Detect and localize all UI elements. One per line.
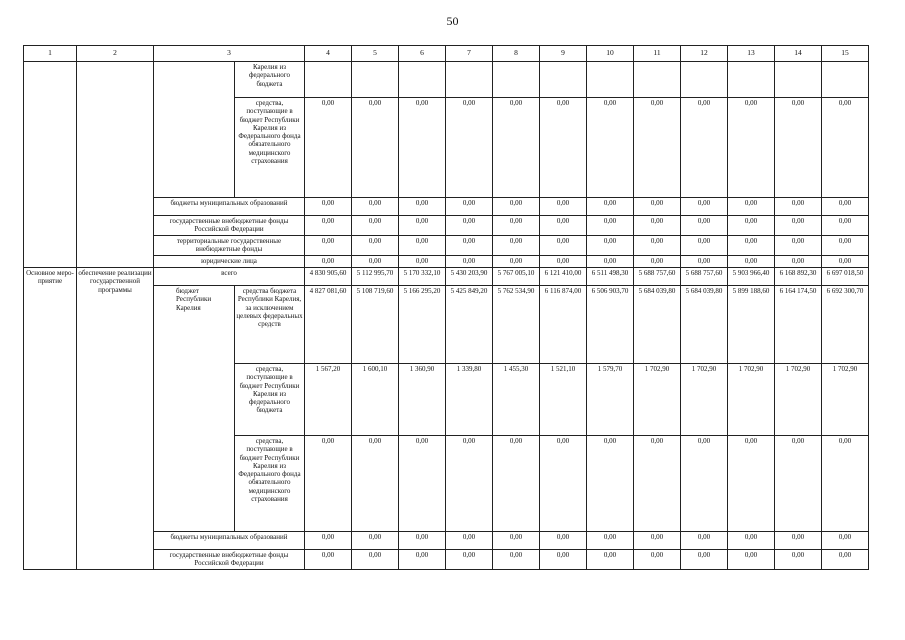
value-cell: 5 684 039,80	[681, 286, 728, 364]
value-cell: 0,00	[634, 198, 681, 216]
name-cell	[77, 62, 154, 268]
value-cell: 6 116 874,00	[540, 286, 587, 364]
value-cell: 5 112 995,70	[352, 268, 399, 286]
value-cell: 5 688 757,60	[634, 268, 681, 286]
source-label: государственные внебюджетные фонды Российской Федерации	[154, 216, 305, 236]
source-label: средства, поступающие в бюджет Республики Карелия из Федерального фонда обязательного медицинского страхования	[235, 436, 305, 532]
value-cell	[540, 62, 587, 98]
value-cell: 0,00	[822, 216, 869, 236]
value-cell: 0,00	[728, 216, 775, 236]
name-cell: обеспечение реализации государственной программы	[77, 268, 154, 570]
source-label: всего	[154, 268, 305, 286]
value-cell: 0,00	[728, 236, 775, 256]
value-cell: 0,00	[775, 98, 822, 198]
value-cell: 0,00	[822, 236, 869, 256]
source-label: юридические лица	[154, 256, 305, 268]
value-cell: 0,00	[446, 98, 493, 198]
column-header: 4	[305, 46, 352, 62]
value-cell: 0,00	[493, 98, 540, 198]
value-cell	[352, 62, 399, 98]
value-cell: 0,00	[352, 198, 399, 216]
value-cell: 0,00	[775, 236, 822, 256]
value-cell: 0,00	[446, 198, 493, 216]
source-label: средства, поступающие в бюджет Республики Карелия из Федерального фонда обязательного медицинского страхования	[235, 98, 305, 198]
value-cell: 0,00	[352, 436, 399, 532]
value-cell: 6 511 498,30	[587, 268, 634, 286]
value-cell	[399, 62, 446, 98]
value-cell	[728, 62, 775, 98]
value-cell: 0,00	[446, 550, 493, 570]
value-cell: 0,00	[587, 532, 634, 550]
value-cell: 0,00	[305, 550, 352, 570]
column-header: 13	[728, 46, 775, 62]
value-cell	[305, 62, 352, 98]
value-cell: 5 762 534,90	[493, 286, 540, 364]
value-cell: 5 108 719,60	[352, 286, 399, 364]
value-cell: 6 164 174,50	[775, 286, 822, 364]
value-cell: 0,00	[681, 98, 728, 198]
source-label: средства, поступающие в бюджет Республики Карелия из федерального бюджета	[235, 364, 305, 436]
value-cell: 0,00	[728, 256, 775, 268]
value-cell: 5 166 295,20	[399, 286, 446, 364]
column-header: 1	[24, 46, 77, 62]
value-cell	[446, 62, 493, 98]
source-label: средства бюджета Республики Карелия, за исключением целевых федеральных средств	[235, 286, 305, 364]
value-cell	[493, 62, 540, 98]
value-cell: 1 600,10	[352, 364, 399, 436]
column-header: 15	[822, 46, 869, 62]
value-cell	[822, 62, 869, 98]
value-cell: 0,00	[681, 216, 728, 236]
value-cell: 0,00	[305, 236, 352, 256]
value-cell: 0,00	[305, 256, 352, 268]
value-cell: 0,00	[399, 216, 446, 236]
value-cell: 0,00	[587, 98, 634, 198]
value-cell: 0,00	[399, 550, 446, 570]
value-cell: 0,00	[775, 256, 822, 268]
value-cell: 0,00	[446, 216, 493, 236]
value-cell: 0,00	[399, 236, 446, 256]
value-cell: 0,00	[775, 216, 822, 236]
table-row	[24, 268, 869, 286]
value-cell: 5 684 039,80	[634, 286, 681, 364]
value-cell: 0,00	[587, 216, 634, 236]
value-cell: 0,00	[493, 236, 540, 256]
value-cell: 5 903 966,40	[728, 268, 775, 286]
value-cell: 0,00	[540, 256, 587, 268]
value-cell: 0,00	[822, 550, 869, 570]
value-cell: 0,00	[587, 256, 634, 268]
value-cell: 1 339,80	[446, 364, 493, 436]
column-header: 7	[446, 46, 493, 62]
value-cell: 0,00	[775, 436, 822, 532]
value-cell: 0,00	[728, 532, 775, 550]
value-cell: 0,00	[493, 532, 540, 550]
value-cell: 0,00	[352, 256, 399, 268]
column-header: 14	[775, 46, 822, 62]
value-cell: 0,00	[681, 236, 728, 256]
value-cell: 0,00	[352, 550, 399, 570]
value-cell: 0,00	[587, 550, 634, 570]
value-cell	[775, 62, 822, 98]
value-cell: 0,00	[540, 550, 587, 570]
value-cell: 5 425 849,20	[446, 286, 493, 364]
column-header: 11	[634, 46, 681, 62]
value-cell: 6 506 903,70	[587, 286, 634, 364]
value-cell: 5 899 188,60	[728, 286, 775, 364]
value-cell: 0,00	[399, 98, 446, 198]
value-cell: 0,00	[305, 532, 352, 550]
value-cell: 0,00	[399, 256, 446, 268]
value-cell: 0,00	[728, 436, 775, 532]
value-cell: 0,00	[634, 216, 681, 236]
value-cell: 6 168 892,30	[775, 268, 822, 286]
value-cell: 0,00	[681, 256, 728, 268]
value-cell: 1 702,90	[822, 364, 869, 436]
value-cell: 0,00	[775, 550, 822, 570]
value-cell: 6 692 300,70	[822, 286, 869, 364]
column-header: 3	[154, 46, 305, 62]
value-cell: 0,00	[587, 436, 634, 532]
value-cell: 0,00	[399, 532, 446, 550]
value-cell: 0,00	[540, 436, 587, 532]
source-label: государственные внебюджетные фонды Российской Федерации	[154, 550, 305, 570]
source-label: бюджеты муниципальных образований	[154, 198, 305, 216]
value-cell: 0,00	[634, 550, 681, 570]
value-cell: 0,00	[681, 198, 728, 216]
value-cell	[681, 62, 728, 98]
value-cell: 1 702,90	[681, 364, 728, 436]
value-cell: 0,00	[540, 236, 587, 256]
value-cell: 0,00	[822, 532, 869, 550]
value-cell: 0,00	[822, 98, 869, 198]
value-cell: 0,00	[540, 198, 587, 216]
value-cell: 0,00	[822, 256, 869, 268]
column-header: 5	[352, 46, 399, 62]
value-cell: 0,00	[446, 532, 493, 550]
status-cell	[24, 62, 77, 268]
value-cell: 0,00	[305, 198, 352, 216]
column-header: 10	[587, 46, 634, 62]
value-cell: 0,00	[399, 436, 446, 532]
value-cell: 1 702,90	[775, 364, 822, 436]
value-cell: 0,00	[775, 532, 822, 550]
value-cell: 1 360,90	[399, 364, 446, 436]
value-cell: 0,00	[493, 216, 540, 236]
value-cell	[587, 62, 634, 98]
value-cell: 0,00	[634, 236, 681, 256]
page-number: 50	[446, 14, 459, 28]
table-row	[24, 62, 869, 98]
value-cell: 4 830 905,60	[305, 268, 352, 286]
value-cell: 0,00	[634, 532, 681, 550]
value-cell: 0,00	[540, 532, 587, 550]
value-cell: 0,00	[493, 550, 540, 570]
value-cell: 0,00	[493, 436, 540, 532]
column-header: 2	[77, 46, 154, 62]
value-cell: 6 697 018,50	[822, 268, 869, 286]
status-cell: Основное меро-приятие	[24, 268, 77, 570]
column-header: 9	[540, 46, 587, 62]
value-cell: 0,00	[352, 216, 399, 236]
value-cell: 5 688 757,60	[681, 268, 728, 286]
value-cell: 5 430 203,90	[446, 268, 493, 286]
value-cell: 0,00	[681, 550, 728, 570]
value-cell: 5 170 332,10	[399, 268, 446, 286]
value-cell: 0,00	[493, 198, 540, 216]
source-label: Карелия из федерального бюджета	[235, 62, 305, 98]
value-cell: 0,00	[728, 198, 775, 216]
source-label: территориальные государственные внебюджетные фонды	[154, 236, 305, 256]
column-header: 8	[493, 46, 540, 62]
value-cell: 0,00	[446, 236, 493, 256]
value-cell: 1 702,90	[728, 364, 775, 436]
source-group-cell: бюджет Республики Карелия	[154, 286, 235, 532]
value-cell: 0,00	[634, 436, 681, 532]
value-cell: 0,00	[399, 198, 446, 216]
value-cell: 0,00	[540, 216, 587, 236]
header-row	[24, 46, 869, 62]
value-cell: 0,00	[305, 436, 352, 532]
value-cell: 1 579,70	[587, 364, 634, 436]
column-header: 6	[399, 46, 446, 62]
value-cell: 0,00	[775, 198, 822, 216]
value-cell: 0,00	[446, 436, 493, 532]
value-cell: 0,00	[352, 236, 399, 256]
value-cell: 0,00	[540, 98, 587, 198]
value-cell: 0,00	[728, 98, 775, 198]
value-cell: 1 702,90	[634, 364, 681, 436]
value-cell: 0,00	[446, 256, 493, 268]
value-cell: 1 455,30	[493, 364, 540, 436]
value-cell: 0,00	[822, 198, 869, 216]
value-cell: 1 567,20	[305, 364, 352, 436]
value-cell: 0,00	[822, 436, 869, 532]
value-cell: 0,00	[305, 98, 352, 198]
value-cell: 0,00	[305, 216, 352, 236]
source-group-cell	[154, 62, 235, 198]
value-cell	[634, 62, 681, 98]
value-cell: 0,00	[728, 550, 775, 570]
value-cell: 0,00	[587, 236, 634, 256]
value-cell: 0,00	[352, 532, 399, 550]
value-cell: 0,00	[681, 532, 728, 550]
value-cell: 0,00	[681, 436, 728, 532]
value-cell: 0,00	[352, 98, 399, 198]
budget-table	[23, 45, 869, 570]
value-cell: 1 521,10	[540, 364, 587, 436]
value-cell: 6 121 410,00	[540, 268, 587, 286]
column-header: 12	[681, 46, 728, 62]
source-label: бюджеты муниципальных образований	[154, 532, 305, 550]
value-cell: 0,00	[587, 198, 634, 216]
value-cell: 5 767 005,10	[493, 268, 540, 286]
value-cell: 0,00	[634, 98, 681, 198]
value-cell: 4 827 081,60	[305, 286, 352, 364]
value-cell: 0,00	[493, 256, 540, 268]
value-cell: 0,00	[634, 256, 681, 268]
